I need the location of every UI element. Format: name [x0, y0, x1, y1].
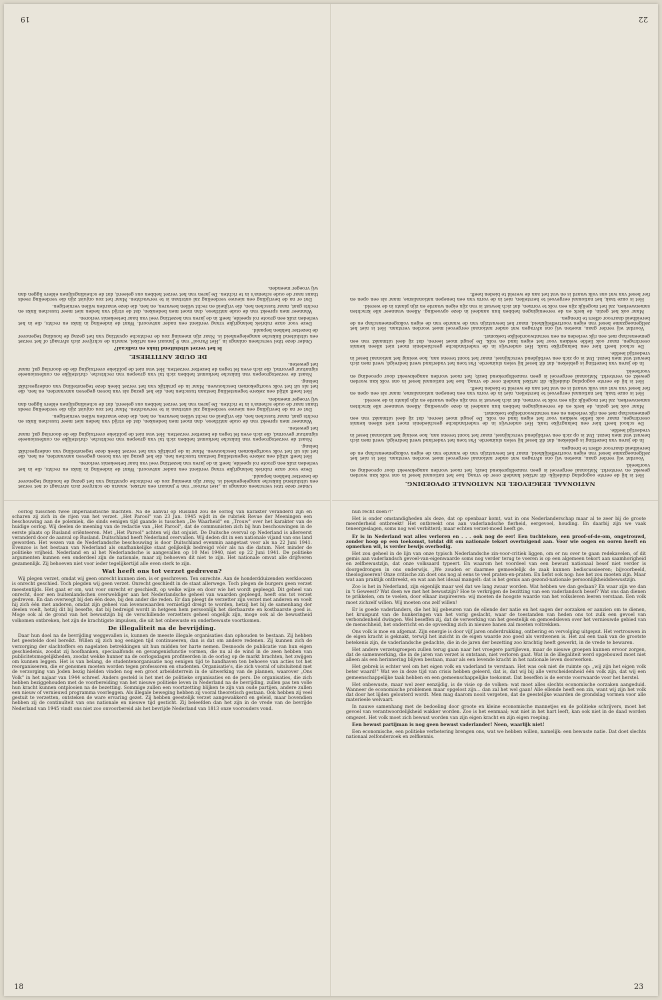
page-18-heading: De illegaliteit na de bevrijding.: [108, 625, 216, 632]
page-18-paragraph: Wij plegen verzet, omdat wij geen onrecht kunnen zien, is er geschreven. Ten onrechte. Aan de honderdduizenden werkloozen is onrecht geschied. Toch plegden wij geen verzet. Onrecht geschiedt in de staat allerwege. Toch plegen de burgers geen verzet meestentijds. Het gaat er om, wat voor onrecht er geschiedt, op welke wijze en door wie het wordt gepleegd. Dit geheel van onrecht, door een buitenlandschen overweldiger aan het Nederlandsche geheel van waarden gepleegd, heeft ons tot verzet gedreven. En dan overwegt bij den één deze, bij den ander die reden. Er dan pleegt de verzetter zijn verzet met anderen en voelt hij zich één met anderen, omdat zijn geheel van levenswaarden vernietigd dreigt te worden, hetzij het bij de samenhang der deelen voelt, hetzij dit bij besefte, dat bij bedreigd wordt in hetgeen hem persoonlijk het dierbaarste en kostbaarste goed is. Moge ook al de grond van het bewustzijn bij de verschillende verzetters geheel ongelijk zijn, moge ook al de bewustheid volkomen ontbreken, het zijn de krachtigste impulsen, die uit het onbewuste en onderbewuste voortkomen.: [12, 577, 312, 624]
page-23-number: 23: [634, 982, 644, 991]
page-22-number: 22: [638, 15, 648, 24]
page-22-paragraph: Maar ook het gezin, de kerk en de vereenigingen hebben hun aandeel in deze opvoeding. Alleen wanneer alle krachten samenwerken, zal het mogelijk zijn een volk te vormen, dat zich bewust is van zijn eigen waarde en zijn plaats in de wereld.: [350, 302, 650, 314]
page-23-paragraph: Het zou geheel in de lijn van onze typisch Nederlandsche zin-voor-critiek liggen, om er nu over te gaan redekavelen, of dit gemis aan vaderlandsch gevoel-van-eigenwaarde soms nog verder terug te voeren is op een algemeen tekort aan saamhorigheid en zelfbewustzijn, dat onze volksaard typeert. En waarom het voordeel van een bewust nationaal besef niet verder is doorgedrongen in ons onderwijs. „We zouden er daarmee gemoedelijk de zaak kunnen bediscussieeren; bijvoorbeeld, theologiseeren! Onze critische zin doet ons nog al eens te veel praten-en-praten. En liefst ook nog: hoe het zou moeten zijn. Maar wat aan praktijk ontbreekt, en wat aan het ideaal mangelt: dat is het gemis aan gezond-nationale persoonlijkheidsbewustzijn.: [346, 552, 646, 583]
page-23-paragraph: Er is in Nederland wat alles verloren en . . . ook nog de eer! Een tuchteloze, een proof-of-de-om, ongetrouwd, zonder hoop op een toekomst, totdat dit om nationale tekort overtuigend aan. Voor wie oogen en ooren heeft en opmerken wil, is verder bewijs overbodig.: [346, 534, 646, 550]
page-19-paragraph: Onder deze titel verscheen onlangs in „Het Parool" van 9 Januari een artikel, waarin de schrijver zich afvraagt of het verzet een uitsluitend linksche aangelegenheid is. Naar zijn meening zou de rechtsche opvatting van het gezag de houding tegenover de bezetter hebben bepaald.: [18, 327, 318, 343]
vertical-fold: [330, 4, 332, 996]
page-18: [12, 510, 312, 978]
page-19-paragraph: Naast de verzetsgroepen van linksche herkomst hebben zich tal van groepen van rechtsche, christelijke en confessioneele signatuur gevormd, die zich even fel tegen de bezetter verzetten. Het was niet de politieke overtuiging die de doorslag gaf, maar het geweten.: [18, 425, 318, 441]
newspaper-sheet: [4, 4, 658, 996]
page-22-paragraph: Voordat wij verder gaan, moeten wij ons afvragen wat onder nationaal eergevoel moet worden verstaan. Het is niet het zelfgenoegzame besef van eigen voortreffelijkheid, maar het bewustzijn van de waarde van de eigen volksgemeenschap en de bereidheid daarvoor offers te brengen.: [350, 444, 650, 460]
page-22-paragraph: Maar ook het gezin, de kerk en de vereenigingen hebben hun aandeel in deze opvoeding. Alleen wanneer alle krachten samenwerken, zal het mogelijk zijn een volk te vormen, dat zich bewust is van zijn eigen waarde en zijn plaats in de wereld.: [350, 397, 650, 408]
page-19-number: 19: [20, 15, 30, 24]
page-23-paragraph: Het onbewuste, maar wel zeer eenzijdig, is de visie op de volken: wat moet alles slechts economische oorzaken aangeduid. Wanneer de economische problemen maar opgelost zijn... dan zal het wel gaan! Alle ellende heeft een zin, want wij zijn het volk dat door het lijden gelouterd wordt. Men mag daarom nooit vergeten, dat de geestelijke waarden de grondslag vormen voor alle materieele welvaart.: [346, 682, 646, 704]
page-23-paragraph: Zoo is het in Nederland, zijn eigenlijk maar wel dat we lang zwaar worden. Wat hebben we dan gedaan? En waar zijn we dan in 't Geweest? Wat doen we met het bewustzijn? Hoe te verkrijgen de bezitting van een vaderlandsch besef? Wat ons dan dienen te prikkelen, om te voelen, door elkaar inspireeren: wij moeten de hoogste waarde van het volksleven leeren verstaan. Een volk moet zichzelf willen. Wij moeten ons zelf willen!: [346, 585, 646, 606]
page-23: [346, 510, 646, 978]
page-18-intro: oorlog tusschen twee imperialistische machten. Na de aanval op Rusland zou de oorlog van karakter veranderd zijn en scharen zij zich in de rijen van het verzet. „Het Parool" van 23 Jan. 1945 wijdt in de rubriek Revue der Meeningen een beschouwing aan de polemiek, die sinds eenigen tijd gaande is tusschen „De Waarheid" en „Trouw" over het karakter van de huidige oorlog. Wij deelen de meening van de redactie van „Het Parool", dat de communisten zich bij hun beschouwingen in de eerste plaats op Rusland oriënteeren. Met „Het Parool" achten wij dat onjuist. De Duitsche overval op Nederland is allereerst veranderd door de aanval op Rusland. Duitschland heeft Nederland overvallen. Wij deden dit in een nationale vijand van ons land geworden. Het wezen van de Nederlandsche beschouwing is door Duitschland evenmin aangetast voor als na 22 Juni 1941. Evenzoo is het bestaan van Nederland als onafhankelijke staat gelijkelijk bedreigd vóór als na die datum. Niet minder de politieke vrijheid. Nederland en al het Nederlandsche is aangevallen op 10 Mei 1940, niet op 22 Juni 1941. De politieke argumenten kunnen een onderdeel zijn de nationale, maar zij behoeven dit niet te zijn. Het nationale omvat alle drijfveren gezamenlijk. Zij behoeven niet voor ieder tegelijkertijd alle even sterk te zijn.: [12, 510, 312, 567]
page-19-subheading: Is het verzet uitsluitend links en radicaal?: [114, 344, 222, 350]
page-22-paragraph: Het is bij de eerste oogopslag duidelijk: dit artikel handelt over de vraag, hoe het nationaal besef in ons volk kan worden gewekt en versterkt. Nationaal eergevoel is geen vanzelfsprekend bezit; het moet worden aangekweekt door opvoeding en voorbeeld.: [350, 462, 650, 478]
page-19-paragraph: Dat er na de bevrijding een nieuwe verdeeling zal ontstaan is te verwachten. Maar het zou onjuist zijn die verdeeling reeds thans naar de oude schema's in te richten. De jaren van het verzet hebben ons geleerd, dat de scheidingslijnen elders liggen dan wij vroeger meenden.: [18, 395, 318, 411]
page-22-paragraph: Voordat wij verder gaan, moeten wij ons afvragen wat onder nationaal eergevoel moet worden verstaan. Het is niet het zelfgenoegzame besef van eigen voortreffelijkheid, maar het bewustzijn van de waarde van de eigen volksgemeenschap en de bereidheid daarvoor offers te brengen.: [350, 315, 650, 331]
page-23-paragraph: Het gebrek is echter wel om het eigen volk en vaderland te verstaan. Het was ook niet de ruimte op: „wij zijn het eigen volk beter waard!" Wat we in deze tijd van crisis hebben geleerd, dat is, dat wij bij alle verscheidenheid één volk zijn, dat wij een gemeenschappelijke taak hebben en een gemeenschappelijke toekomst. Dat beseffen is de eerste voorwaarde voor het herstel.: [346, 665, 646, 681]
page-23-paragraph: Het is onder omstandigheden als deze, dat op openbaar komt, wat in ons Nederlanderschap maar al te zeer bij de groote meerderheid ontbreekt! Het ontbreekt ons aan vaderlandsche fierheid, eergevoel, houding. En daarbij zijn we vaak teneergeslagen, soms nog wel verbitterd; maar echten verzet-moed heeft ge.: [346, 517, 646, 533]
page-23-paragraph: Er is goede vaderlanders, die het bij gebeuren van de ellende der natie en het sagen der oorzaken er aanzien om te dienen, het kruispunt van de hunkeringen van het vorig geslacht, waar de toestanden van heden ons tot zulk een gevoel van verbondenheid dwingen. Wel beseffen zij, dat de verwerking van het geestelijk en gemoedsleven over het vernieuwde gebied van de menschheid, het onderricht en de opvoeding zich in nieuwe banen zal moeten voltrekken.: [346, 607, 646, 629]
page-19-paragraph: Deze voor onze rubriek belangrijke vraag verdient een nader antwoord. Want de indeeling in links en rechts, die in het verleden zulk een groote rol speelde, heeft in de jaren van bezetting veel van haar beteekenis verloren.: [18, 460, 318, 471]
page-19: [18, 12, 318, 488]
page-22-paragraph: De school heeft hier een belangrijke taak. Het onderwijs in de vaderlandsche geschiedenis moet niet alleen kennis overdragen, maar ook liefde wekken voor het eigen land en volk. De jeugd moet leeren, dat zij deel uitmaakt van een gemeenschap met een rijk verleden en een verantwoordelijke toekomst.: [350, 332, 650, 348]
page-19-paragraph: Het heeft altijd een zekere tegenstelling bestaan tusschen hen, die het gezag als van boven gegeven aanvaarden, en hen, die het als uit het volk voortgekomen beschouwen. Maar in de praktijk van het verzet bleek deze tegenstelling van ondergeschikt belang.: [18, 378, 318, 394]
page-22-paragraph: In de jaren van bezetting is gebleken, dat dit besef bij velen sluimerde. Pas toen het vaderland werd bedreigd, werd men zich bewust wat men bezat. Dat is op zich een verblijdend verschijnsel, maar het toont tevens aan, hoe weinig het nationaal besef in vredestijd leefde.: [350, 427, 650, 443]
page-22-paragraph: Het is bij de eerste oogopslag duidelijk: dit artikel handelt over de vraag, hoe het nationaal besef in ons volk kan worden gewekt en versterkt. Nationaal eergevoel is geen vanzelfsprekend bezit; het moet worden aangekweekt door opvoeding en voorbeeld.: [350, 367, 650, 383]
page-19-paragraph: Het heeft altijd een zekere tegenstelling bestaan tusschen hen, die het gezag als van boven gegeven aanvaarden, en hen, die het als uit het volk voortgekomen beschouwen. Maar in de praktijk van het verzet bleek deze tegenstelling van ondergeschikt belang.: [18, 442, 318, 459]
page-22-paragraph: In de jaren van bezetting is gebleken, dat dit besef bij velen sluimerde. Pas toen het vaderland werd bedreigd, werd men zich bewust wat men bezat. Dat is op zich een verblijdend verschijnsel, maar het toont tevens aan, hoe weinig het nationaal besef in vredestijd leefde.: [350, 350, 650, 366]
page-23-intro: hun recht doen?!": [352, 510, 394, 515]
page-18-heading: Wat heeft ons tot verzet gedreven?: [102, 568, 222, 575]
page-23-paragraph: Een economische, een politieke verbetering brengen ons, wat we hebben willen, namelijk: een bewuste natie. Dat doet slechts nationaal zelfonderzoek en zelfkennis.: [346, 729, 646, 741]
page-18-paragraph: Daar hun doel na de bevrijding weggevallen is, kunnen de meeste illegale organisaties dan ophouden te bestaan. Zij hebben het geestelde doel bereikt. Willen zij zich nog eenigen tijd continueeren, dan is dat om andere redenen. Zij kunnen zich de verzorging der slachtoffers en nagelaten betrekkingen uit hun midden ter harte nemen. Desnoods de publicatie van hun eigen geschiedenis, zoodat zij hoofbanken, speciaalfonds en gevangenisfunctie vormen, die nu al de wind in de zeen hebben van publicitetsmogelijkheden, zoodat wekke hunner na de oorlogsdagen profiteerden in de oorlog op de markt brachten, het zwijgen om kunnen leggen. Het is van belang, de studentenorganisatie nog eenigen tijd te handhaven ten behoeve van acties tot het reorganiseeren, die er genomen moeten worden tegen professoren en studenten. Organisatie's, die zich vooral of uitsluitend met de verzorging van Joden bezig hielden vinden nog een groot arbeidsterrein in de uitwerking van de plannen, waarover „Ons Volk" in het najaar van 1944 schreef. Anders gesteld is het met de politieke organisaties en de pers. De organisaties, die zich hebben beziggehouden met de voorbereiding van het nieuwe politieke leven in Nederland na de bevrijding, zullen pas ten volle hun kracht kunnen ontplooien na de bezetting. Sommige zullen een voortzetting blijken te zijn van oude partijen, andere zullen een nieuw of vernieuwd programma voorleggen. Als illegale beweging hebben zij vooral theoretisch gestaan. Ook hebben zij veel gestuit te verzetten, ontsteken de ware ervaring gezet. Zij hebben geestelijk verzet aangewakkerd en geleid, maar bovendien hebben zij de continuïteit van ons nationale en nieuwe tijd gesticht. Zij beleefden dan het zijn in de vrede van de bevrijde Nederland van 1945 vindt ons niet zoo onvoorbereid als het bevrijde Nederland van 1813 onze voorouders vond.: [12, 634, 312, 712]
page-22: [350, 12, 650, 488]
page-19-paragraph: Deze voor onze rubriek belangrijke vraag verdient een nader antwoord. Want de indeeling in links en rechts, die in het verleden zulk een groote rol speelde, heeft in de jaren van bezetting veel van haar beteekenis verloren.: [18, 315, 318, 326]
page-22-heading: NATIONAAL EERGEVOEL EN NATIONALE OPVOEDING.: [404, 480, 596, 486]
page-22-paragraph: Het is onze taak, het nationaal eergevoel te herstellen, niet in de vorm van een benepen nationalisme, maar als een open en fier besef van wat ons volk waard is en wat het aan de wereld te bieden heeft.: [350, 385, 650, 396]
page-19-paragraph: Naast de verzetsgroepen van linksche herkomst hebben zich tal van groepen van rechtsche, christelijke en confessioneele signatuur gevormd, die zich even fel tegen de bezetter verzetten. Het was niet de politieke overtuiging die de doorslag gaf, maar het geweten.: [18, 360, 318, 377]
page-19-paragraph: Onder deze titel verscheen onlangs in „Het Parool" van 9 Januari een artikel, waarin de schrijver zich afvraagt of het verzet een uitsluitend linksche aangelegenheid is. Naar zijn meening zou de rechtsche opvatting van het gezag de houding tegenover de bezetter hebben bepaald.: [18, 472, 318, 488]
page-23-paragraph: In nauwe samenhang met de bedoeling door groote en kleine economische mannetjes en de politieke schrijvers, moet het gevoel van verantwoordelijkheid wakker worden. Zoo is het eenmaal; wat niet in het hart leeft, kan ook niet in de daad worden omgezet. Het volk moet zich bewust worden van zijn eigen kracht en zijn eigen roeping.: [346, 705, 646, 721]
page-19-heading: DE OUDE ANTITHESE.: [128, 352, 208, 359]
page-23-paragraph: Het andere verzetsgroepen zullen terug gaan naar het vroegere partijleven, maar de nieuwe groepen kunnen ervoor zorgen, dat de samenwerking, die in de jaren van verzet is ontstaan, niet verloren gaat. Wat in de illegaliteit werd opgebouwd moet niet alleen als een herinnering blijven bestaan, maar als een levende kracht in het nationale leven doorwerken.: [346, 647, 646, 664]
page-22-paragraph: De school heeft hier een belangrijke taak. Het onderwijs in de vaderlandsche geschiedenis moet niet alleen kennis overdragen, maar ook liefde wekken voor het eigen land en volk. De jeugd moet leeren, dat zij deel uitmaakt van een gemeenschap met een rijk verleden en een verantwoordelijke toekomst.: [350, 409, 650, 425]
page-23-paragraph: Ons volk is moe en afgemat. Zijn energie is door vijf jaren onderdrukking, ontbering en vervolging uitgeput. Het vertrouwen in de eigen kracht is geknakt, terwijl het inzicht in de eigen waarde zoo goed als verdwenen is. Het zal een taak van de grootste betekenis zijn, de vaderlandsche gedachte, die in de jaren der bezetting zoo krachtig heeft gewerkt, in de vrede te bewaren.: [346, 630, 646, 646]
page-19-paragraph: Dat er na de bevrijding een nieuwe verdeeling zal ontstaan is te verwachten. Maar het zou onjuist zijn die verdeeling reeds thans naar de oude schema's in te richten. De jaren van het verzet hebben ons geleerd, dat de scheidingslijnen elders liggen dan wij vroeger meenden.: [18, 285, 318, 301]
page-22-paragraph: Het is onze taak, het nationaal eergevoel te herstellen, niet in de vorm van een benepen nationalisme, maar als een open en fier besef van wat ons volk waard is en wat het aan de wereld te bieden heeft.: [350, 290, 650, 301]
page-19-paragraph: Wanneer men spreekt van de oude antithese, dan moet men bedenken, dat de strijd van heden niet meer tusschen links en rechts gaat, maar tusschen hen, die vrijheid en recht willen bewaren, en hen, die deze waarden willen vernietigen.: [18, 302, 318, 314]
page-23-paragraph: Een bewust partijman is nog geen bewust vaderlander! Neen, waarlijk niet!: [352, 722, 545, 728]
page-18-number: 18: [14, 982, 24, 991]
page-19-paragraph: Wanneer men spreekt van de oude antithese, dan moet men bedenken, dat de strijd van heden niet meer tusschen links en rechts gaat, maar tusschen hen, die vrijheid en recht willen bewaren, en hen, die deze waarden willen vernietigen.: [18, 413, 318, 424]
